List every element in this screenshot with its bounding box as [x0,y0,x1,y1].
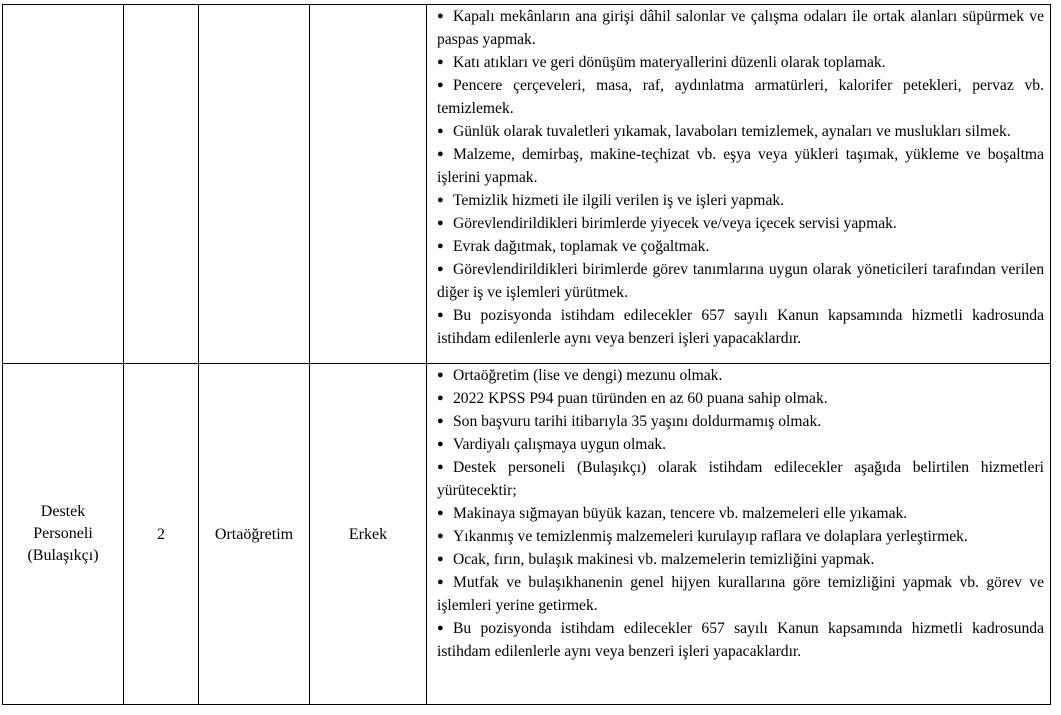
bullet-icon: ● [437,369,444,381]
count-cell: 2 [124,364,199,705]
position-line: (Bulaşıkçı) [27,547,99,564]
count-cell [124,5,199,364]
position-title [27,501,98,567]
list-item [437,617,1044,663]
list-item [437,387,1044,410]
table-row [3,5,1051,364]
duty-text: Görevlendirildikleri birimlerde yiyecek ve/veya içecek servisi yapmak. [453,215,897,232]
education-cell: Ortaöğretim [199,364,310,705]
duties-cell [427,5,1051,364]
list-item [437,433,1044,456]
duty-text: Katı atıkları ve geri dönüşüm materyallerini düzenli olarak toplamak. [453,54,886,71]
bullet-icon: ● [437,263,444,275]
duty-text: Temizlik hizmeti ile ilgili verilen iş ve işleri yapmak. [453,192,785,209]
duty-text: Bu pozisyonda istihdam edilecekler 657 sayılı Kanun kapsamında hizmetli kadrosunda istihdam edilenlerle aynı veya benzeri işleri yapacaklardır. [437,307,1044,347]
list-item [437,189,1044,212]
bullet-icon: ● [437,622,444,634]
list-item [437,258,1044,304]
bullet-icon: ● [437,194,444,206]
list-item [437,5,1044,51]
bullet-icon: ● [437,392,444,404]
duty-text: Destek personeli (Bulaşıkçı) olarak istihdam edilecekler aşağıda belirtilen hizmetleri yürütecektir; [437,459,1044,499]
duties-list [437,5,1044,350]
staff-positions-table [2,4,1051,705]
list-item [437,525,1044,548]
list-item [437,410,1044,433]
duty-text: Vardiyalı çalışmaya uygun olmak. [453,436,667,453]
list-item [437,212,1044,235]
duty-text: Bu pozisyonda istihdam edilecekler 657 sayılı Kanun kapsamında hizmetli kadrosunda istihdam edilenlerle aynı veya benzeri işleri yapacaklardır. [437,620,1044,660]
list-item [437,235,1044,258]
bullet-icon: ● [437,415,444,427]
list-item [437,571,1044,617]
bullet-icon: ● [437,507,444,519]
bullet-icon: ● [437,530,444,542]
position-cell [3,364,124,705]
position-line: Destek [40,503,86,520]
duty-text: Günlük olarak tuvaletleri yıkamak, lavaboları temizlemek, aynaları ve muslukları silmek. [453,123,1011,140]
bullet-icon: ● [437,56,444,68]
bullet-icon: ● [437,576,444,588]
bullet-icon: ● [437,240,444,252]
bullet-icon: ● [437,10,444,22]
education-cell [199,5,310,364]
bullet-icon: ● [437,309,444,321]
bullet-icon: ● [437,125,444,137]
duty-text: Görevlendirildikleri birimlerde görev tanımlarına uygun olarak yöneticileri tarafından verilen diğer iş ve işlemleri yürütmek. [437,261,1044,301]
bullet-icon: ● [437,79,444,91]
bullet-icon: ● [437,217,444,229]
gender-cell [310,5,427,364]
list-item [437,74,1044,120]
list-item [437,51,1044,74]
duty-text: Yıkanmış ve temizlenmiş malzemeleri kurulayıp raflara ve dolaplara yerleştirmek. [453,528,968,545]
bullet-icon: ● [437,461,444,473]
list-item [437,364,1044,387]
list-item [437,548,1044,571]
list-item [437,143,1044,189]
duty-text: Son başvuru tarihi itibarıyla 35 yaşını doldurmamış olmak. [453,413,822,430]
gender-cell: Erkek [310,364,427,705]
table-row [3,364,1051,705]
duties-cell [427,364,1051,705]
duty-text: Evrak dağıtmak, toplamak ve çoğaltmak. [453,238,710,255]
position-cell [3,5,124,364]
duty-text: Kapalı mekânların ana girişi dâhil salonlar ve çalışma odaları ile ortak alanları süpürmek ve paspas yapmak. [437,8,1044,48]
duties-list [437,364,1044,663]
list-item [437,502,1044,525]
position-line: Personeli [33,525,93,542]
bullet-icon: ● [437,148,444,160]
bullet-icon: ● [437,553,444,565]
duty-text: Pencere çerçeveleri, masa, raf, aydınlatma armatürleri, kalorifer petekleri, pervaz vb. temizlemek. [437,77,1044,117]
list-item [437,456,1044,502]
duty-text: Makinaya sığmayan büyük kazan, tencere vb. malzemeleri elle yıkamak. [453,505,908,522]
duty-text: Ortaöğretim (lise ve dengi) mezunu olmak. [453,367,723,384]
duty-text: Malzeme, demirbaş, makine-teçhizat vb. eşya veya yükleri taşımak, yükleme ve boşaltma işlerini yapmak. [437,146,1044,186]
duty-text: 2022 KPSS P94 puan türünden en az 60 puana sahip olmak. [453,390,828,407]
list-item [437,304,1044,350]
duty-text: Ocak, fırın, bulaşık makinesi vb. malzemelerin temizliğini yapmak. [453,551,875,568]
bullet-icon: ● [437,438,444,450]
list-item [437,120,1044,143]
duty-text: Mutfak ve bulaşıkhanenin genel hijyen kurallarına göre temizliğini yapmak vb. görev ve işlemleri yerine getirmek. [437,574,1044,614]
